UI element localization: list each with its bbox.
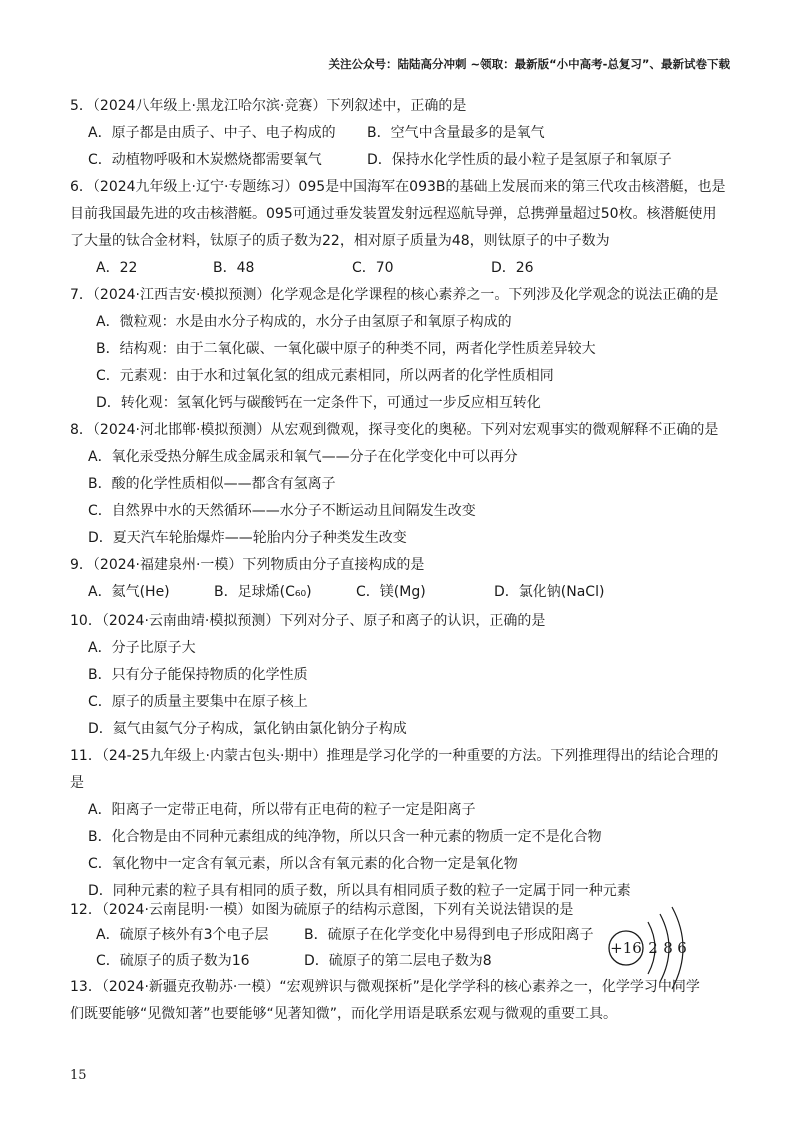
option-b: B．酸的化学性质相似——都含有氢离子 bbox=[88, 476, 336, 492]
option-d: D．氯化钠(NaCl) bbox=[494, 584, 605, 600]
shell-2-electrons: 8 bbox=[663, 939, 673, 957]
option-d: D．保持水化学性质的最小粒子是氢原子和氧原子 bbox=[367, 152, 672, 168]
option-a: A．氦气(He) bbox=[88, 584, 170, 600]
question-stem-line: 了大量的钛合金材料，钛原子的质子数为22，相对原子质量为48，则钛原子的中子数为 bbox=[70, 233, 610, 249]
shell-1-electrons: 2 bbox=[648, 939, 658, 957]
option-c: C．动植物呼吸和木炭燃烧都需要氧气 bbox=[88, 152, 322, 168]
question-stem-line: 是 bbox=[70, 775, 84, 791]
option-c: C．氧化物中一定含有氧元素，所以含有氧元素的化合物一定是氧化物 bbox=[88, 856, 518, 872]
option-a: A．分子比原子大 bbox=[88, 640, 196, 656]
question-stem-line: 6．（2024九年级上·辽宁·专题练习）095是中国海军在093B的基础上发展而来的第三代攻击核潜艇，也是 bbox=[70, 179, 726, 195]
option-d: D．转化观：氢氧化钙与碳酸钙在一定条件下，可通过一步反应相互转化 bbox=[96, 395, 541, 411]
option-d: D．硫原子的第二层电子数为8 bbox=[304, 953, 492, 969]
option-a: A．氧化汞受热分解生成金属汞和氧气——分子在化学变化中可以再分 bbox=[88, 449, 518, 465]
option-c: C．自然界中水的天然循环——水分子不断运动且间隔发生改变 bbox=[88, 503, 476, 519]
option-a: A．原子都是由质子、中子、电子构成的 bbox=[88, 125, 336, 141]
page-number: 15 bbox=[70, 1068, 87, 1083]
option-d: D．26 bbox=[491, 260, 534, 276]
option-b: B．只有分子能保持物质的化学性质 bbox=[88, 667, 308, 683]
question-stem-line: 11．（24-25九年级上·内蒙古包头·期中）推理是学习化学的一种重要的方法。下列推理得出的结论合理的 bbox=[70, 748, 719, 764]
option-b: B．足球烯(C₆₀) bbox=[214, 584, 312, 600]
question-stem: 8．（2024·河北邯郸·模拟预测）从宏观到微观，探寻变化的奥秘。下列对宏观事实的微观解释不正确的是 bbox=[70, 422, 719, 438]
question-stem: 9．（2024·福建泉州·一模）下列物质由分子直接构成的是 bbox=[70, 557, 425, 573]
option-d: D．同种元素的粒子具有相同的质子数，所以具有相同质子数的粒子一定属于同一种元素 bbox=[88, 883, 631, 899]
question-stem: 12．（2024·云南昆明·一模）如图为硫原子的结构示意图，下列有关说法错误的是 bbox=[70, 902, 574, 918]
option-c: C．硫原子的质子数为16 bbox=[96, 953, 250, 969]
option-b: B．化合物是由不同种元素组成的纯净物，所以只含一种元素的物质一定不是化合物 bbox=[88, 829, 602, 845]
option-a: A．硫原子核外有3个电子层 bbox=[96, 927, 269, 943]
option-c: C．镁(Mg) bbox=[356, 584, 426, 600]
nucleus-charge: +16 bbox=[610, 939, 642, 957]
option-d: D．夏天汽车轮胎爆炸——轮胎内分子种类发生改变 bbox=[88, 530, 407, 546]
option-b: B．48 bbox=[213, 260, 255, 276]
option-c: C．70 bbox=[352, 260, 394, 276]
question-stem-line: 目前我国最先进的攻击核潜艇。095可通过垂发装置发射远程巡航导弹，总携弹量超过50枚。核潜艇使用 bbox=[70, 206, 717, 222]
question-stem: 7．（2024·江西吉安·模拟预测）化学观念是化学课程的核心素养之一。下列涉及化学观念的说法正确的是 bbox=[70, 287, 719, 303]
question-stem: 10．（2024·云南曲靖·模拟预测）下列对分子、原子和离子的认识，正确的是 bbox=[70, 613, 546, 629]
option-b: B．空气中含量最多的是氧气 bbox=[367, 125, 545, 141]
option-c: C．原子的质量主要集中在原子核上 bbox=[88, 694, 308, 710]
page-header: 关注公众号：陆陆高分冲刺 ~领取：最新版“小中高考-总复习”、最新试卷下载 bbox=[328, 57, 730, 71]
shell-3-electrons: 6 bbox=[677, 939, 687, 957]
option-a: A．22 bbox=[96, 260, 138, 276]
option-a: A．微粒观：水是由水分子构成的，水分子由氢原子和氧原子构成的 bbox=[96, 314, 512, 330]
question-stem-line: 13．（2024·新疆克孜勒苏·一模）“宏观辨识与微观探析”是化学学科的核心素养之一，化学学习中同学 bbox=[70, 979, 700, 995]
question-stem: 5．（2024八年级上·黑龙江哈尔滨·竞赛）下列叙述中，正确的是 bbox=[70, 98, 467, 114]
option-d: D．氦气由氦气分子构成，氯化钠由氯化钠分子构成 bbox=[88, 721, 407, 737]
option-b: B．硫原子在化学变化中易得到电子形成阳离子 bbox=[304, 927, 594, 943]
option-b: B．结构观：由于二氧化碳、一氧化碳中原子的种类不同，两者化学性质差异较大 bbox=[96, 341, 596, 357]
option-a: A．阳离子一定带正电荷，所以带有正电荷的粒子一定是阳离子 bbox=[88, 802, 476, 818]
question-stem-line: 们既要能够“见微知著”也要能够“见著知微”，而化学用语是联系宏观与微观的重要工具。 bbox=[70, 1006, 618, 1022]
option-c: C．元素观：由于水和过氧化氢的组成元素相同，所以两者的化学性质相同 bbox=[96, 368, 554, 384]
